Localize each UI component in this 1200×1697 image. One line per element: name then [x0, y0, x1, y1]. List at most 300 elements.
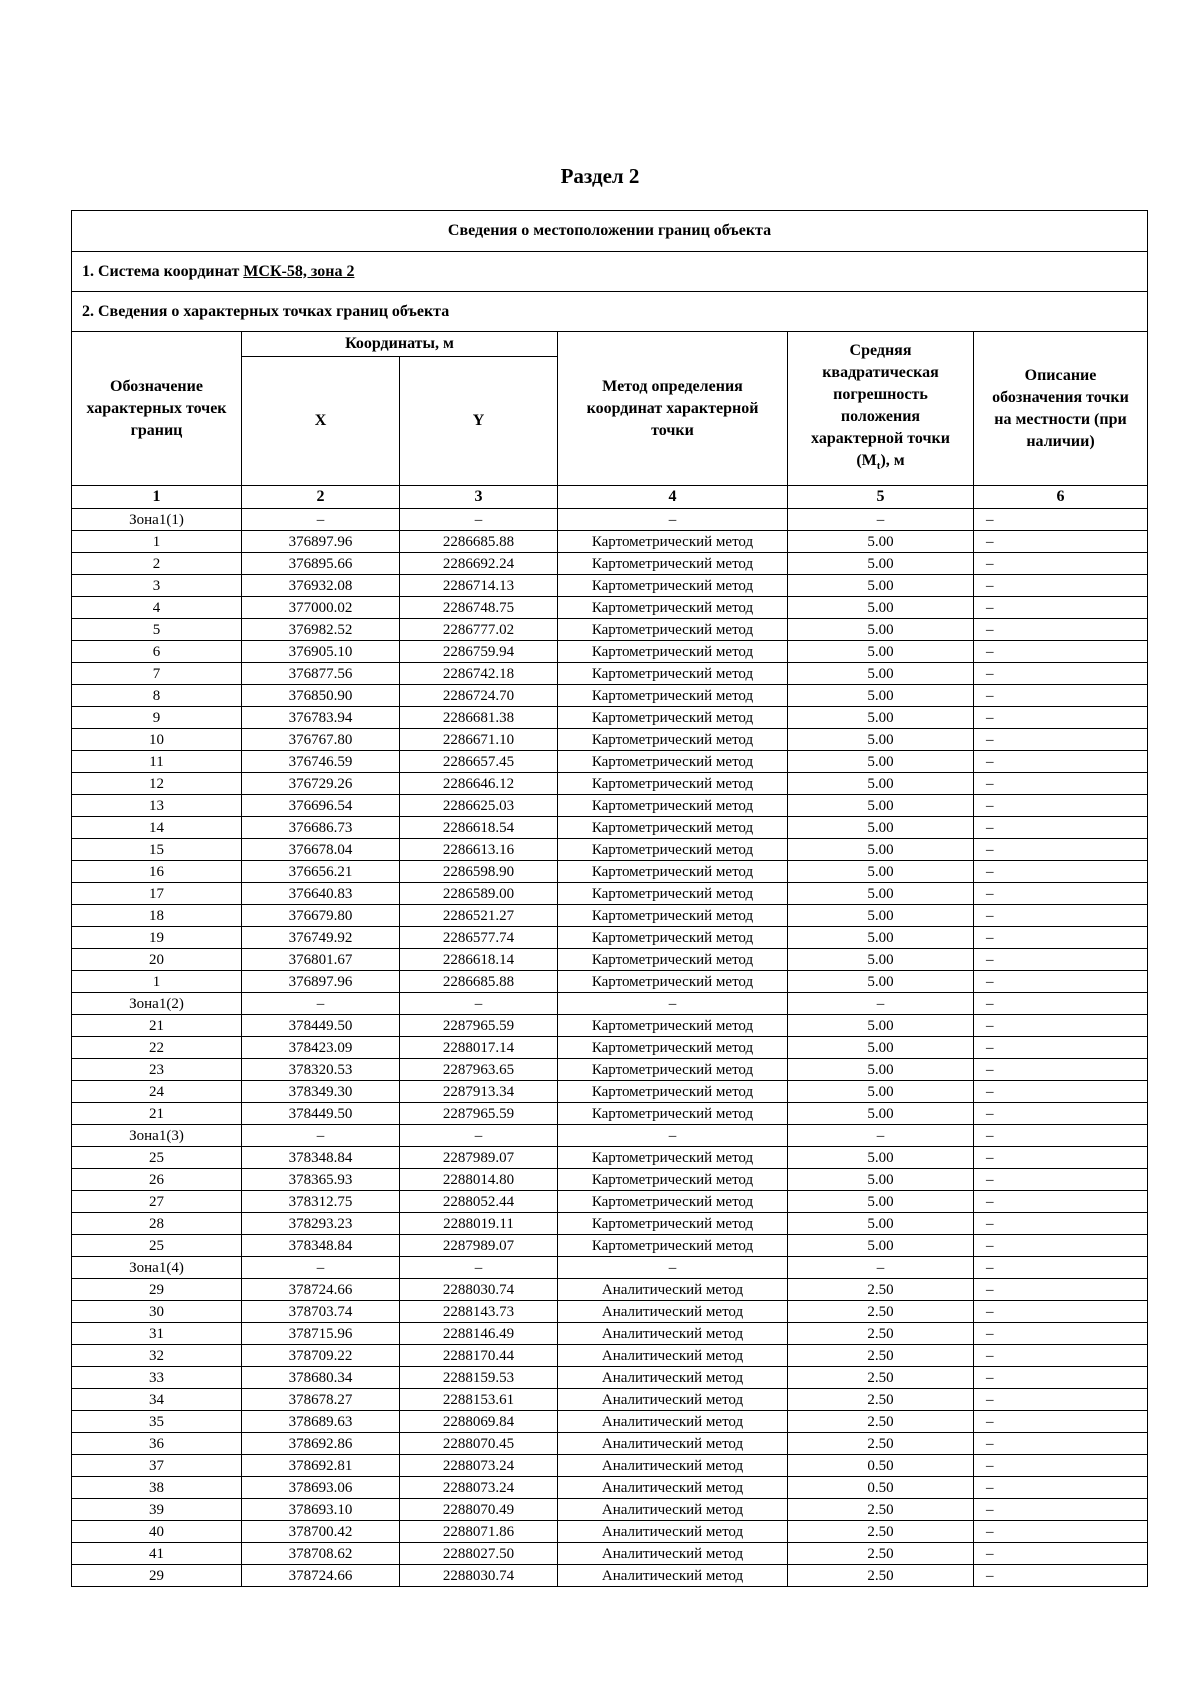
coord-x: 376656.21	[242, 861, 400, 883]
error-value: 5.00	[788, 1235, 974, 1257]
description: –	[974, 685, 1148, 707]
point-id: 25	[72, 1147, 242, 1169]
error-value: 2.50	[788, 1521, 974, 1543]
coord-y: 2286598.90	[400, 861, 558, 883]
column-numbers-row	[72, 486, 1148, 509]
coord-x: 378692.81	[242, 1455, 400, 1477]
description: –	[974, 1015, 1148, 1037]
error-value: 5.00	[788, 685, 974, 707]
error-value: 2.50	[788, 1323, 974, 1345]
description: –	[974, 597, 1148, 619]
coord-x: 378709.22	[242, 1345, 400, 1367]
col-number: 5	[788, 486, 974, 509]
point-id: 24	[72, 1081, 242, 1103]
description: –	[974, 1191, 1148, 1213]
description: –	[974, 949, 1148, 971]
error-value: 5.00	[788, 751, 974, 773]
table-row	[72, 1521, 1148, 1543]
table-row	[72, 993, 1148, 1015]
error-value: 5.00	[788, 1059, 974, 1081]
col-head-error-sub: t	[876, 460, 881, 473]
point-id: 33	[72, 1367, 242, 1389]
table-row	[72, 1345, 1148, 1367]
method: Картометрический метод	[558, 663, 788, 685]
table-row	[72, 1477, 1148, 1499]
point-id: 20	[72, 949, 242, 971]
method: Картометрический метод	[558, 1103, 788, 1125]
description: –	[974, 553, 1148, 575]
table-row	[72, 1389, 1148, 1411]
point-id: 8	[72, 685, 242, 707]
col-number: 1	[72, 486, 242, 509]
coord-y: 2287963.65	[400, 1059, 558, 1081]
table-row	[72, 1367, 1148, 1389]
coord-y: 2288073.24	[400, 1455, 558, 1477]
error-value: 2.50	[788, 1367, 974, 1389]
method: Картометрический метод	[558, 905, 788, 927]
coord-x: 378423.09	[242, 1037, 400, 1059]
point-id: 15	[72, 839, 242, 861]
error-value: 2.50	[788, 1279, 974, 1301]
coord-x: 378689.63	[242, 1411, 400, 1433]
method: Аналитический метод	[558, 1279, 788, 1301]
point-id: 41	[72, 1543, 242, 1565]
description: –	[974, 575, 1148, 597]
description: –	[974, 927, 1148, 949]
coord-x: 376640.83	[242, 883, 400, 905]
error-value: 5.00	[788, 1081, 974, 1103]
col-head-description: Описание обозначения точки на местности (при наличии)	[974, 332, 1148, 486]
coord-y: 2286521.27	[400, 905, 558, 927]
error-value: 5.00	[788, 1147, 974, 1169]
description: –	[974, 729, 1148, 751]
method: Картометрический метод	[558, 817, 788, 839]
error-value: 5.00	[788, 971, 974, 993]
table-row	[72, 575, 1148, 597]
col-number: 4	[558, 486, 788, 509]
description: –	[974, 1279, 1148, 1301]
method: Аналитический метод	[558, 1477, 788, 1499]
points-title: 2. Сведения о характерных точках границ объекта	[72, 292, 1148, 332]
table-row	[72, 1037, 1148, 1059]
coord-x: 378449.50	[242, 1015, 400, 1037]
coord-x: 378348.84	[242, 1235, 400, 1257]
description: –	[974, 1037, 1148, 1059]
error-value: 2.50	[788, 1433, 974, 1455]
coord-y: 2287989.07	[400, 1147, 558, 1169]
coord-x: 378349.30	[242, 1081, 400, 1103]
description: –	[974, 773, 1148, 795]
error-value: 5.00	[788, 1213, 974, 1235]
coord-x: 378693.06	[242, 1477, 400, 1499]
coord-y: 2287965.59	[400, 1015, 558, 1037]
description: –	[974, 1367, 1148, 1389]
method: Аналитический метод	[558, 1389, 788, 1411]
table-row	[72, 1543, 1148, 1565]
coord-x: 376783.94	[242, 707, 400, 729]
error-value: 5.00	[788, 1015, 974, 1037]
description: –	[974, 707, 1148, 729]
coord-y: 2286625.03	[400, 795, 558, 817]
table-row	[72, 1257, 1148, 1279]
method: Аналитический метод	[558, 1455, 788, 1477]
coord-y: 2286685.88	[400, 971, 558, 993]
error-value: 5.00	[788, 1191, 974, 1213]
coord-x: –	[242, 993, 400, 1015]
coord-y: 2286646.12	[400, 773, 558, 795]
table-row	[72, 1191, 1148, 1213]
coord-x: 378700.42	[242, 1521, 400, 1543]
error-value: 5.00	[788, 927, 974, 949]
description: –	[974, 1169, 1148, 1191]
method: Аналитический метод	[558, 1543, 788, 1565]
col-head-error	[788, 332, 974, 486]
point-id: Зона1(2)	[72, 993, 242, 1015]
error-value: 2.50	[788, 1389, 974, 1411]
error-value: –	[788, 993, 974, 1015]
coord-x: 376982.52	[242, 619, 400, 641]
table-row	[72, 509, 1148, 531]
point-id: 32	[72, 1345, 242, 1367]
coord-y: 2288019.11	[400, 1213, 558, 1235]
error-value: 5.00	[788, 619, 974, 641]
description: –	[974, 861, 1148, 883]
table-row	[72, 927, 1148, 949]
method: Картометрический метод	[558, 1169, 788, 1191]
coord-x: 378708.62	[242, 1543, 400, 1565]
method: Картометрический метод	[558, 641, 788, 663]
coord-y: 2288052.44	[400, 1191, 558, 1213]
coord-y: 2288070.45	[400, 1433, 558, 1455]
coord-y: 2288030.74	[400, 1565, 558, 1587]
coord-y: 2287989.07	[400, 1235, 558, 1257]
point-id: 31	[72, 1323, 242, 1345]
coord-x: –	[242, 509, 400, 531]
coord-y: 2286681.38	[400, 707, 558, 729]
method: –	[558, 1125, 788, 1147]
description: –	[974, 1477, 1148, 1499]
coord-y: 2288030.74	[400, 1279, 558, 1301]
point-id: Зона1(1)	[72, 509, 242, 531]
coord-x: 378680.34	[242, 1367, 400, 1389]
description: –	[974, 905, 1148, 927]
point-id: 35	[72, 1411, 242, 1433]
method: Картометрический метод	[558, 1037, 788, 1059]
table-caption: Сведения о местоположении границ объекта	[72, 211, 1148, 252]
table-row	[72, 773, 1148, 795]
point-id: 4	[72, 597, 242, 619]
coord-x: 378320.53	[242, 1059, 400, 1081]
table-body	[72, 509, 1148, 1587]
point-id: 7	[72, 663, 242, 685]
coord-y: 2288159.53	[400, 1367, 558, 1389]
coord-x: 378724.66	[242, 1565, 400, 1587]
point-id: 38	[72, 1477, 242, 1499]
point-id: 1	[72, 531, 242, 553]
table-row	[72, 1059, 1148, 1081]
description: –	[974, 1059, 1148, 1081]
coord-y: 2288069.84	[400, 1411, 558, 1433]
col-number: 2	[242, 486, 400, 509]
method: Аналитический метод	[558, 1565, 788, 1587]
method: Картометрический метод	[558, 971, 788, 993]
point-id: 27	[72, 1191, 242, 1213]
description: –	[974, 619, 1148, 641]
coord-y: 2286657.45	[400, 751, 558, 773]
method: Аналитический метод	[558, 1301, 788, 1323]
coord-x: 378293.23	[242, 1213, 400, 1235]
error-value: 5.00	[788, 949, 974, 971]
error-value: 5.00	[788, 597, 974, 619]
method: Картометрический метод	[558, 1015, 788, 1037]
description: –	[974, 663, 1148, 685]
method: Картометрический метод	[558, 1213, 788, 1235]
coord-x: 378678.27	[242, 1389, 400, 1411]
method: Картометрический метод	[558, 751, 788, 773]
method: Картометрический метод	[558, 1147, 788, 1169]
table-row	[72, 597, 1148, 619]
description: –	[974, 1323, 1148, 1345]
coord-x: 376905.10	[242, 641, 400, 663]
table-row	[72, 619, 1148, 641]
table-row	[72, 949, 1148, 971]
error-value: 5.00	[788, 663, 974, 685]
point-id: 28	[72, 1213, 242, 1235]
description: –	[974, 839, 1148, 861]
method: Аналитический метод	[558, 1521, 788, 1543]
coord-y: 2286613.16	[400, 839, 558, 861]
error-value: –	[788, 1257, 974, 1279]
coord-x: 376932.08	[242, 575, 400, 597]
method: Картометрический метод	[558, 1081, 788, 1103]
error-value: 5.00	[788, 817, 974, 839]
col-head-coords: Координаты, м	[242, 332, 558, 357]
coord-x: 376850.90	[242, 685, 400, 707]
coord-x: –	[242, 1125, 400, 1147]
coord-x: –	[242, 1257, 400, 1279]
point-id: Зона1(4)	[72, 1257, 242, 1279]
point-id: 18	[72, 905, 242, 927]
error-value: 5.00	[788, 1169, 974, 1191]
description: –	[974, 1235, 1148, 1257]
method: Картометрический метод	[558, 1191, 788, 1213]
error-value: 2.50	[788, 1345, 974, 1367]
description: –	[974, 1125, 1148, 1147]
coord-y: –	[400, 509, 558, 531]
table-row	[72, 1103, 1148, 1125]
coord-y: 2286759.94	[400, 641, 558, 663]
error-value: 0.50	[788, 1477, 974, 1499]
error-value: 2.50	[788, 1565, 974, 1587]
coord-y: 2286748.75	[400, 597, 558, 619]
coord-y: 2286618.14	[400, 949, 558, 971]
error-value: 0.50	[788, 1455, 974, 1477]
method: Аналитический метод	[558, 1323, 788, 1345]
description: –	[974, 971, 1148, 993]
coord-x: 376897.96	[242, 531, 400, 553]
table-row	[72, 641, 1148, 663]
description: –	[974, 1499, 1148, 1521]
method: Картометрический метод	[558, 883, 788, 905]
coord-y: 2286714.13	[400, 575, 558, 597]
description: –	[974, 1411, 1148, 1433]
table-row	[72, 839, 1148, 861]
point-id: 13	[72, 795, 242, 817]
point-id: 1	[72, 971, 242, 993]
error-value: 5.00	[788, 883, 974, 905]
point-id: 34	[72, 1389, 242, 1411]
point-id: 2	[72, 553, 242, 575]
col-head-method: Метод определения координат характерной точки	[558, 332, 788, 486]
coord-x: 376678.04	[242, 839, 400, 861]
col-head-error-suffix: ), м	[880, 451, 905, 469]
error-value: 5.00	[788, 707, 974, 729]
description: –	[974, 1345, 1148, 1367]
description: –	[974, 1433, 1148, 1455]
coord-x: 377000.02	[242, 597, 400, 619]
coord-x: 376746.59	[242, 751, 400, 773]
table-row	[72, 861, 1148, 883]
method: Картометрический метод	[558, 861, 788, 883]
table-row	[72, 795, 1148, 817]
method: Картометрический метод	[558, 1059, 788, 1081]
description: –	[974, 531, 1148, 553]
method: Картометрический метод	[558, 927, 788, 949]
table-row	[72, 1411, 1148, 1433]
table-row	[72, 553, 1148, 575]
table-row	[72, 663, 1148, 685]
description: –	[974, 751, 1148, 773]
point-id: 11	[72, 751, 242, 773]
point-id: 25	[72, 1235, 242, 1257]
error-value: 5.00	[788, 1103, 974, 1125]
method: Аналитический метод	[558, 1433, 788, 1455]
coord-y: 2288071.86	[400, 1521, 558, 1543]
method: Аналитический метод	[558, 1345, 788, 1367]
description: –	[974, 1521, 1148, 1543]
table-row	[72, 1235, 1148, 1257]
point-id: 40	[72, 1521, 242, 1543]
coord-y: 2286692.24	[400, 553, 558, 575]
coord-x: 378703.74	[242, 1301, 400, 1323]
description: –	[974, 1213, 1148, 1235]
coord-x: 378724.66	[242, 1279, 400, 1301]
table-row	[72, 1301, 1148, 1323]
coord-x: 376696.54	[242, 795, 400, 817]
coord-y: –	[400, 993, 558, 1015]
point-id: 29	[72, 1279, 242, 1301]
description: –	[974, 1389, 1148, 1411]
error-value: 5.00	[788, 553, 974, 575]
coord-y: 2287965.59	[400, 1103, 558, 1125]
point-id: 36	[72, 1433, 242, 1455]
section-title: Раздел 2	[560, 164, 640, 188]
error-value: 5.00	[788, 641, 974, 663]
method: Картометрический метод	[558, 949, 788, 971]
point-id: Зона1(3)	[72, 1125, 242, 1147]
coord-x: 378692.86	[242, 1433, 400, 1455]
coord-y: 2288153.61	[400, 1389, 558, 1411]
method: Картометрический метод	[558, 839, 788, 861]
coord-system-label: 1. Система координат	[82, 262, 244, 280]
description: –	[974, 1565, 1148, 1587]
coord-x: 378693.10	[242, 1499, 400, 1521]
method: Картометрический метод	[558, 729, 788, 751]
description: –	[974, 1147, 1148, 1169]
coord-y: 2286577.74	[400, 927, 558, 949]
coord-y: 2288170.44	[400, 1345, 558, 1367]
coord-y: 2288017.14	[400, 1037, 558, 1059]
point-id: 16	[72, 861, 242, 883]
table-row	[72, 1499, 1148, 1521]
error-value: 5.00	[788, 795, 974, 817]
col-number: 6	[974, 486, 1148, 509]
method: Картометрический метод	[558, 707, 788, 729]
coord-y: 2286685.88	[400, 531, 558, 553]
coord-x: 376686.73	[242, 817, 400, 839]
coord-y: 2287913.34	[400, 1081, 558, 1103]
coord-y: 2288070.49	[400, 1499, 558, 1521]
description: –	[974, 1081, 1148, 1103]
method: Аналитический метод	[558, 1367, 788, 1389]
coord-y: 2288027.50	[400, 1543, 558, 1565]
error-value: 5.00	[788, 773, 974, 795]
table-row	[72, 1125, 1148, 1147]
coord-system-line	[72, 252, 1148, 292]
coord-x: 376895.66	[242, 553, 400, 575]
coord-y: 2286777.02	[400, 619, 558, 641]
coord-y: 2286724.70	[400, 685, 558, 707]
point-id: 14	[72, 817, 242, 839]
description: –	[974, 509, 1148, 531]
table-row	[72, 685, 1148, 707]
table-row	[72, 531, 1148, 553]
coord-y: –	[400, 1257, 558, 1279]
table-row	[72, 1279, 1148, 1301]
point-id: 17	[72, 883, 242, 905]
error-value: 5.00	[788, 729, 974, 751]
point-id: 30	[72, 1301, 242, 1323]
coord-y: 2288143.73	[400, 1301, 558, 1323]
error-value: 5.00	[788, 839, 974, 861]
point-id: 6	[72, 641, 242, 663]
coord-x: 376729.26	[242, 773, 400, 795]
point-id: 22	[72, 1037, 242, 1059]
method: Аналитический метод	[558, 1411, 788, 1433]
coord-x: 378365.93	[242, 1169, 400, 1191]
table-row	[72, 707, 1148, 729]
coord-x: 378312.75	[242, 1191, 400, 1213]
method: –	[558, 993, 788, 1015]
point-id: 21	[72, 1015, 242, 1037]
method: Картометрический метод	[558, 773, 788, 795]
col-head-y: Y	[400, 357, 558, 486]
method: Картометрический метод	[558, 597, 788, 619]
point-id: 37	[72, 1455, 242, 1477]
coord-x: 378449.50	[242, 1103, 400, 1125]
coord-x: 376801.67	[242, 949, 400, 971]
point-id: 12	[72, 773, 242, 795]
description: –	[974, 1103, 1148, 1125]
coord-y: 2288014.80	[400, 1169, 558, 1191]
coord-x: 378348.84	[242, 1147, 400, 1169]
method: Картометрический метод	[558, 795, 788, 817]
point-id: 21	[72, 1103, 242, 1125]
error-value: 5.00	[788, 531, 974, 553]
col-head-designation: Обозначение характерных точек границ	[72, 332, 242, 486]
coord-system-value: МСК-58, зона 2	[243, 262, 355, 280]
point-id: 29	[72, 1565, 242, 1587]
